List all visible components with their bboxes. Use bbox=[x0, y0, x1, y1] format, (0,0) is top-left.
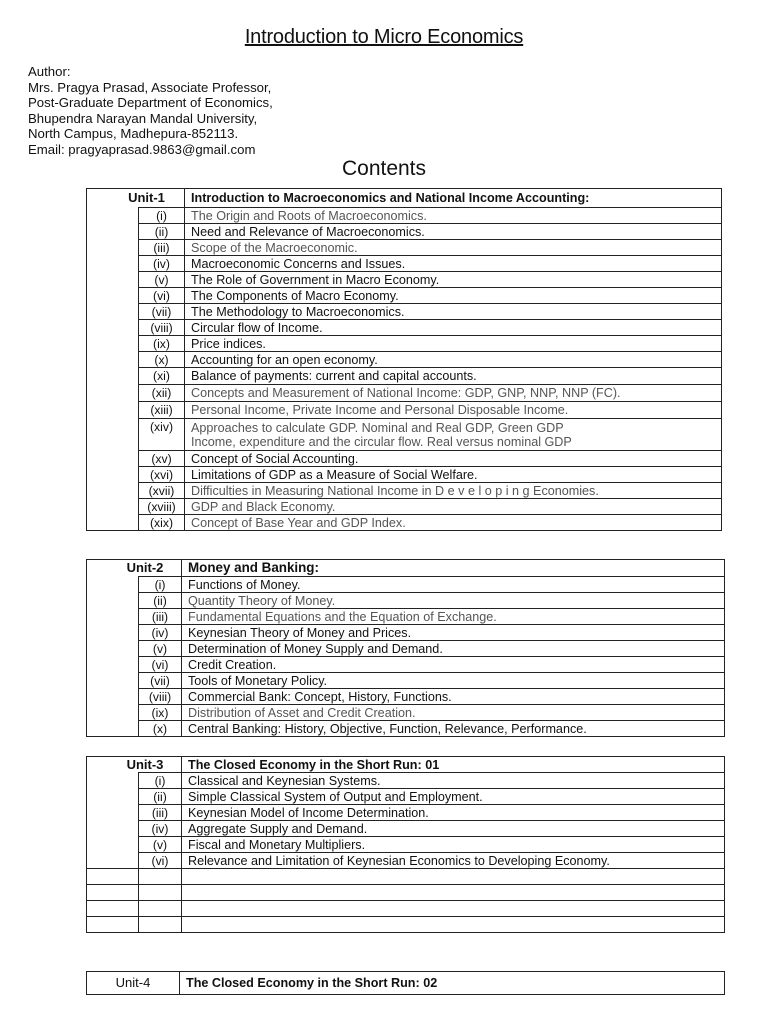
empty-cell bbox=[139, 917, 182, 933]
item-text: Classical and Keynesian Systems. bbox=[182, 773, 725, 789]
unit-label-cell bbox=[87, 972, 180, 995]
item-number: (vi) bbox=[139, 657, 182, 673]
item-text: Balance of payments: current and capital accounts. bbox=[185, 368, 722, 385]
item-number: (vii) bbox=[139, 304, 185, 320]
item-text: Concept of Base Year and GDP Index. bbox=[185, 515, 722, 531]
item-number: (iv) bbox=[139, 821, 182, 837]
empty-cell bbox=[182, 885, 725, 901]
empty-cell bbox=[87, 917, 139, 933]
unit-2-table bbox=[86, 559, 725, 737]
item-number: (ix) bbox=[139, 705, 182, 721]
item-number: (xv) bbox=[139, 451, 185, 467]
item-text: Simple Classical System of Output and Employment. bbox=[182, 789, 725, 805]
item-number: (i) bbox=[139, 773, 182, 789]
item-text: Need and Relevance of Macroeconomics. bbox=[185, 224, 722, 240]
item-number: (xii) bbox=[139, 385, 185, 402]
unit-heading: The Closed Economy in the Short Run: 02 bbox=[180, 972, 725, 995]
item-text: The Components of Macro Economy. bbox=[185, 288, 722, 304]
unit-heading: The Closed Economy in the Short Run: 01 bbox=[182, 757, 725, 773]
item-number: (vi) bbox=[139, 288, 185, 304]
item-number: (x) bbox=[139, 352, 185, 368]
item-number: (xi) bbox=[139, 368, 185, 385]
item-text: Tools of Monetary Policy. bbox=[182, 673, 725, 689]
item-text: Fiscal and Monetary Multipliers. bbox=[182, 837, 725, 853]
item-number: (xiv) bbox=[139, 419, 185, 451]
item-text: The Methodology to Macroeconomics. bbox=[185, 304, 722, 320]
item-text-multiline bbox=[185, 419, 722, 451]
unit-label: Unit-1 bbox=[128, 190, 165, 205]
item-text: Circular flow of Income. bbox=[185, 320, 722, 336]
item-number: (ii) bbox=[139, 224, 185, 240]
unit-label: Unit-3 bbox=[126, 756, 164, 772]
unit-label: Unit-2 bbox=[126, 560, 164, 575]
item-text: GDP and Black Economy. bbox=[185, 499, 722, 515]
item-text: The Origin and Roots of Macroeconomics. bbox=[185, 208, 722, 224]
item-text: Commercial Bank: Concept, History, Functions. bbox=[182, 689, 725, 705]
empty-cell bbox=[182, 869, 725, 885]
item-number: (ix) bbox=[139, 336, 185, 352]
item-text: Central Banking: History, Objective, Function, Relevance, Performance. bbox=[182, 721, 725, 737]
item-number: (iii) bbox=[139, 240, 185, 256]
author-line: Email: pragyaprasad.9863@gmail.com bbox=[28, 141, 256, 157]
unit-heading: Money and Banking: bbox=[182, 560, 725, 577]
empty-cell bbox=[87, 869, 139, 885]
item-text: Personal Income, Private Income and Personal Disposable Income. bbox=[185, 402, 722, 419]
item-number: (viii) bbox=[139, 320, 185, 336]
item-text: Distribution of Asset and Credit Creation. bbox=[182, 705, 725, 721]
item-text: Macroeconomic Concerns and Issues. bbox=[185, 256, 722, 272]
item-number: (ii) bbox=[139, 789, 182, 805]
empty-cell bbox=[139, 869, 182, 885]
item-number: (ii) bbox=[139, 593, 182, 609]
item-number: (xvi) bbox=[139, 467, 185, 483]
author-line: Mrs. Pragya Prasad, Associate Professor, bbox=[28, 79, 272, 95]
unit-label-cell bbox=[87, 560, 182, 577]
item-number: (iii) bbox=[139, 609, 182, 625]
item-text: Aggregate Supply and Demand. bbox=[182, 821, 725, 837]
item-number: (x) bbox=[139, 721, 182, 737]
item-text: Determination of Money Supply and Demand. bbox=[182, 641, 725, 657]
item-text: Functions of Money. bbox=[182, 577, 725, 593]
item-text: Limitations of GDP as a Measure of Social Welfare. bbox=[185, 467, 722, 483]
item-text: Difficulties in Measuring National Income in D e v e l o p i n g Economies. bbox=[185, 483, 722, 499]
empty-cell bbox=[182, 901, 725, 917]
item-text: Concepts and Measurement of National Income: GDP, GNP, NNP, NNP (FC). bbox=[185, 385, 722, 402]
unit-4-table bbox=[86, 971, 725, 995]
author-line: Author: bbox=[28, 64, 71, 79]
item-text: Fundamental Equations and the Equation of Exchange. bbox=[182, 609, 725, 625]
item-text: The Role of Government in Macro Economy. bbox=[185, 272, 722, 288]
empty-cell bbox=[139, 885, 182, 901]
item-number: (viii) bbox=[139, 689, 182, 705]
item-text: Keynesian Theory of Money and Prices. bbox=[182, 625, 725, 641]
contents-heading: Contents bbox=[341, 157, 427, 180]
unit-label-cell bbox=[87, 189, 185, 208]
item-number: (vii) bbox=[139, 673, 182, 689]
item-number: (i) bbox=[139, 577, 182, 593]
document-title: Introduction to Micro Economics bbox=[244, 26, 524, 48]
item-number: (i) bbox=[139, 208, 185, 224]
empty-cell bbox=[182, 917, 725, 933]
author-line: Post-Graduate Department of Economics, bbox=[28, 95, 273, 111]
item-text: Accounting for an open economy. bbox=[185, 352, 722, 368]
author-line: North Campus, Madhepura-852113. bbox=[28, 126, 239, 142]
unit-label: Unit-4 bbox=[115, 975, 151, 990]
item-text: Approaches to calculate GDP. Nominal and Real GDP, Green GDP bbox=[191, 420, 564, 435]
unit-heading: Introduction to Macroeconomics and National Income Accounting: bbox=[185, 189, 722, 208]
item-text: Keynesian Model of Income Determination. bbox=[182, 805, 725, 821]
item-number: (iii) bbox=[139, 805, 182, 821]
item-number: (iv) bbox=[139, 256, 185, 272]
item-number: (iv) bbox=[139, 625, 182, 641]
item-number: (v) bbox=[139, 272, 185, 288]
unit-label-cell bbox=[87, 757, 182, 773]
item-number: (xiii) bbox=[139, 402, 185, 419]
item-text: Credit Creation. bbox=[182, 657, 725, 673]
item-number: (v) bbox=[139, 837, 182, 853]
empty-cell bbox=[139, 901, 182, 917]
unit-3-table bbox=[86, 756, 725, 933]
item-text: Concept of Social Accounting. bbox=[185, 451, 722, 467]
author-block bbox=[28, 64, 273, 158]
item-text: Relevance and Limitation of Keynesian Economics to Developing Economy. bbox=[182, 853, 725, 869]
empty-cell bbox=[87, 901, 139, 917]
empty-cell bbox=[87, 885, 139, 901]
author-line: Bhupendra Narayan Mandal University, bbox=[28, 110, 258, 126]
item-text: Price indices. bbox=[185, 336, 722, 352]
item-number: (v) bbox=[139, 641, 182, 657]
item-text: Scope of the Macroeconomic. bbox=[185, 240, 722, 256]
item-number: (xvii) bbox=[139, 483, 185, 499]
item-text: Quantity Theory of Money. bbox=[182, 593, 725, 609]
item-number: (xviii) bbox=[139, 499, 185, 515]
item-number: (vi) bbox=[139, 853, 182, 869]
item-number: (xix) bbox=[139, 515, 185, 531]
item-text: Income, expenditure and the circular flow. Real versus nominal GDP bbox=[191, 434, 572, 449]
unit-1-table bbox=[86, 188, 722, 531]
